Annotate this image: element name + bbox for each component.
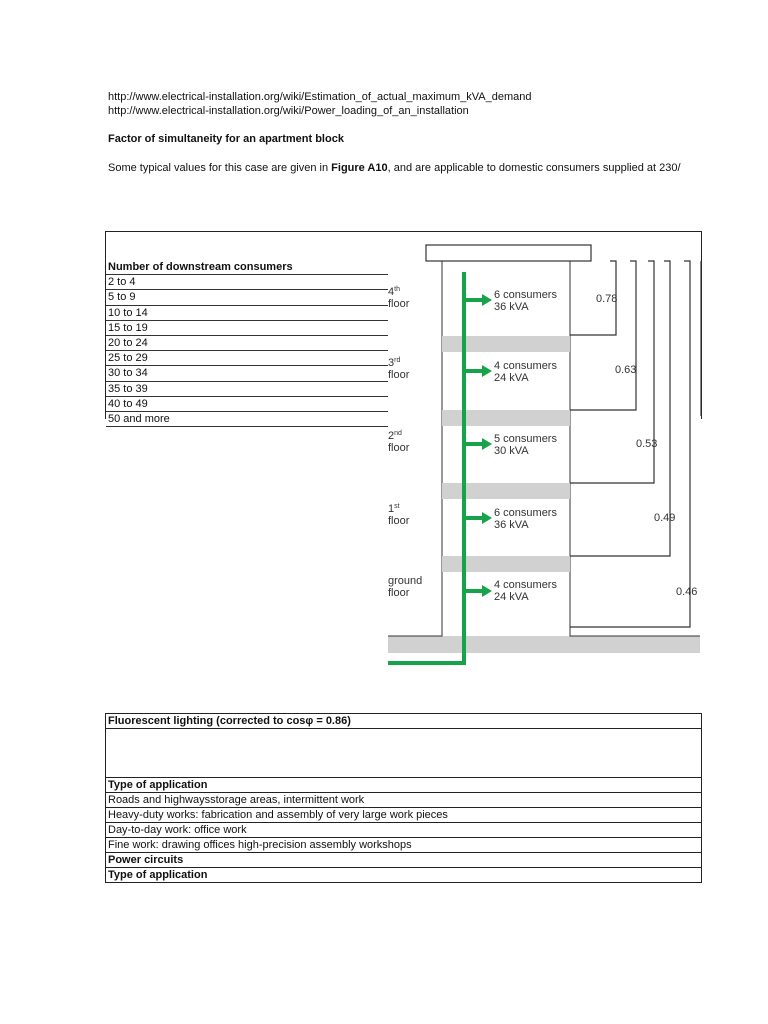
factor-label: 0.49 [654,512,676,524]
link-power-loading[interactable]: http://www.electrical-installation.org/wiki/Power_loading_of_an_installation [108,105,469,117]
intro-after: , and are applicable to domestic consumers supplied at 230/ [387,162,681,174]
arrow-icon [482,294,492,306]
power-circuits-label: Power circuits [105,853,702,868]
floor-4-label: 4th floor [388,286,410,310]
slab-2-1 [442,483,570,499]
consumers-table [106,260,388,427]
arrow-icon [482,365,492,377]
slab-1-g [442,556,570,572]
apartment-block-figure [386,238,702,668]
consumers-table-header: Number of downstream consumers [106,260,388,275]
floor-4-consumers: 6 consumers 36 kVA [494,289,557,313]
table-row: Roads and highwaysstorage areas, intermittent work [105,793,702,808]
table-row: 35 to 39 [106,382,388,397]
ground-slab [388,636,700,653]
intro-paragraph [108,162,702,174]
floor-1-label: 1st floor [388,503,410,527]
floor-2-consumers: 5 consumers 30 kVA [494,433,557,457]
table-row: Fine work: drawing offices high-precision assembly workshops [105,838,702,853]
table-row: 5 to 9 [106,290,388,305]
table-row: 25 to 29 [106,351,388,366]
lighting-table [105,713,702,883]
floor-ground-label: ground floor [388,575,423,599]
figure-reference: Figure A10 [331,162,388,174]
arrow-icon [482,512,492,524]
table-row-spacer [105,729,702,778]
floor-3-consumers: 4 consumers 24 kVA [494,360,557,384]
table-row: Heavy-duty works: fabrication and assembly of very large work pieces [105,808,702,823]
table-row: Day-to-day work: office work [105,823,702,838]
floor-ground-consumers: 4 consumers 24 kVA [494,579,557,603]
arrow-icon [482,438,492,450]
factor-label: 0.46 [676,586,698,598]
slab-4-3 [442,336,570,352]
arrow-icon [482,585,492,597]
floor-3-label: 3rd floor [388,357,410,381]
green-riser [388,272,486,663]
slab-3-2 [442,410,570,426]
type-of-application-label-2: Type of application [105,868,702,883]
table-row: 30 to 34 [106,366,388,381]
factor-label: 0.78 [596,293,618,305]
factor-label: 0.53 [636,438,658,450]
section-title: Factor of simultaneity for an apartment block [108,133,344,145]
bracket-lines [570,261,690,627]
lighting-table-header: Fluorescent lighting (corrected to cosφ = 0.86) [105,713,702,729]
table-row: 10 to 14 [106,306,388,321]
type-of-application-label: Type of application [105,777,702,793]
link-estimation[interactable]: http://www.electrical-installation.org/wiki/Estimation_of_actual_maximum_kVA_demand [108,91,532,103]
table-row: 40 to 49 [106,397,388,412]
table-row: 50 and more [106,412,388,427]
table-row: 2 to 4 [106,275,388,290]
table-row: 20 to 24 [106,336,388,351]
roof [426,245,591,261]
floor-2-label: 2nd floor [388,430,410,454]
table-row: 15 to 19 [106,321,388,336]
factor-label: 0.63 [615,364,637,376]
floor-1-consumers: 6 consumers 36 kVA [494,507,557,531]
intro-before: Some typical values for this case are given in [108,162,332,174]
